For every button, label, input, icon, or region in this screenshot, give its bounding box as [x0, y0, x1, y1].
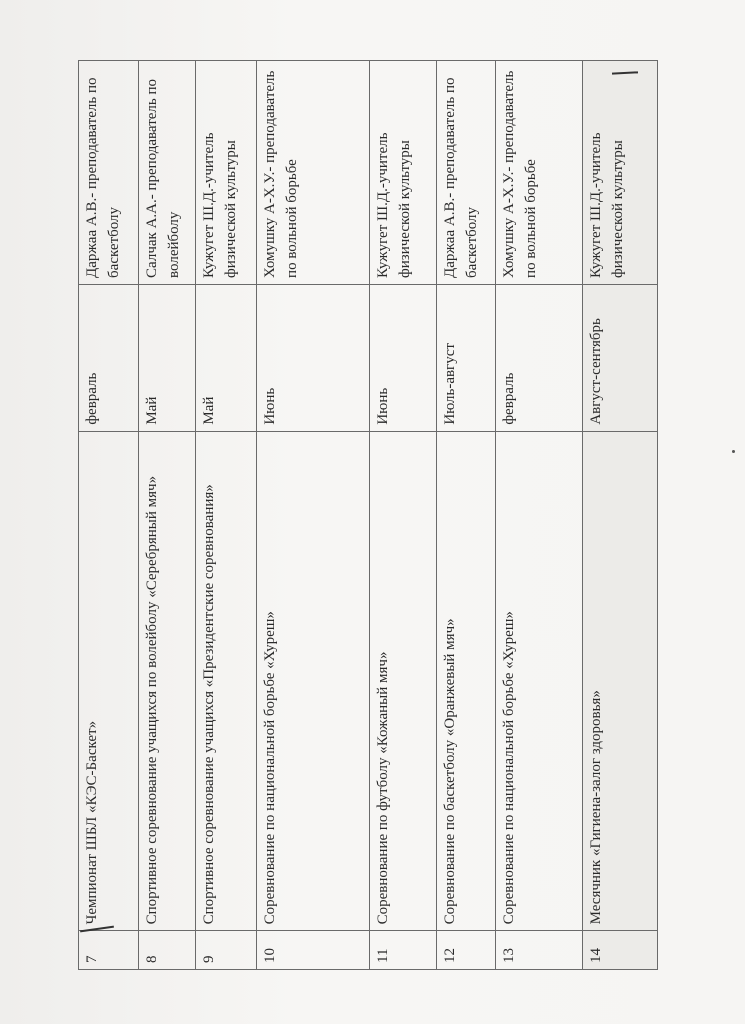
responsible-person: Хомушку А-Х.У.- преподаватель по вольной борьбе: [496, 61, 583, 285]
row-number: 13: [496, 931, 583, 970]
row-number: 9: [196, 931, 257, 970]
row-number: 11: [370, 931, 437, 970]
rotated-table-wrapper: [78, 60, 668, 970]
event-name: Месячник «Гигиена-залог здоровья»: [583, 431, 658, 931]
responsible-person: Даржаа А.В.- преподаватель по баскетболу: [79, 61, 139, 285]
event-name: Соревнование по национальной борьбе «Хуреш»: [257, 431, 370, 931]
responsible-person: Даржаа А.В.- преподаватель по баскетболу: [437, 61, 496, 285]
event-name: Соревнование по национальной борьбе «Хуреш»: [496, 431, 583, 931]
event-date: февраль: [79, 284, 139, 431]
responsible-person: Кужугет Ш.Д.-учитель физической культуры: [370, 61, 437, 285]
scan-speck: [732, 450, 735, 453]
table-row: [257, 61, 370, 970]
row-number: 8: [139, 931, 196, 970]
responsible-person: Хомушку А-Х.У.- преподаватель по вольной борьбе: [257, 61, 370, 285]
responsible-person: Кужугет Ш.Д.-учитель физической культуры: [196, 61, 257, 285]
event-name: Соревнование по баскетболу «Оранжевый мяч»: [437, 431, 496, 931]
events-table: [78, 60, 658, 970]
row-number: 10: [257, 931, 370, 970]
row-number: 14: [583, 931, 658, 970]
table-row: [437, 61, 496, 970]
table-row: [583, 61, 658, 970]
event-name: Соревнование по футболу «Кожаный мяч»: [370, 431, 437, 931]
responsible-person: Кужугет Ш.Д.-учитель физической культуры: [583, 61, 658, 285]
event-date: Май: [196, 284, 257, 431]
table-row: [370, 61, 437, 970]
event-name: Спортивное соревнование учащихся «Президентские соревнования»: [196, 431, 257, 931]
event-date: Июль-август: [437, 284, 496, 431]
table-row: [496, 61, 583, 970]
responsible-person: Салчак А.А.- преподаватель по волейболу: [139, 61, 196, 285]
table-row: [139, 61, 196, 970]
row-number: 12: [437, 931, 496, 970]
event-name: Спортивное соревнование учащихся по волейболу «Серебряный мяч»: [139, 431, 196, 931]
event-date: Июнь: [257, 284, 370, 431]
table-row: [79, 61, 139, 970]
event-date: Август-сентябрь: [583, 284, 658, 431]
row-number: 7: [79, 931, 139, 970]
event-date: Июнь: [370, 284, 437, 431]
event-date: февраль: [496, 284, 583, 431]
event-name: Чемпионат ШБЛ «КЭС-Баскет»: [79, 431, 139, 931]
table-row: [196, 61, 257, 970]
event-date: Май: [139, 284, 196, 431]
